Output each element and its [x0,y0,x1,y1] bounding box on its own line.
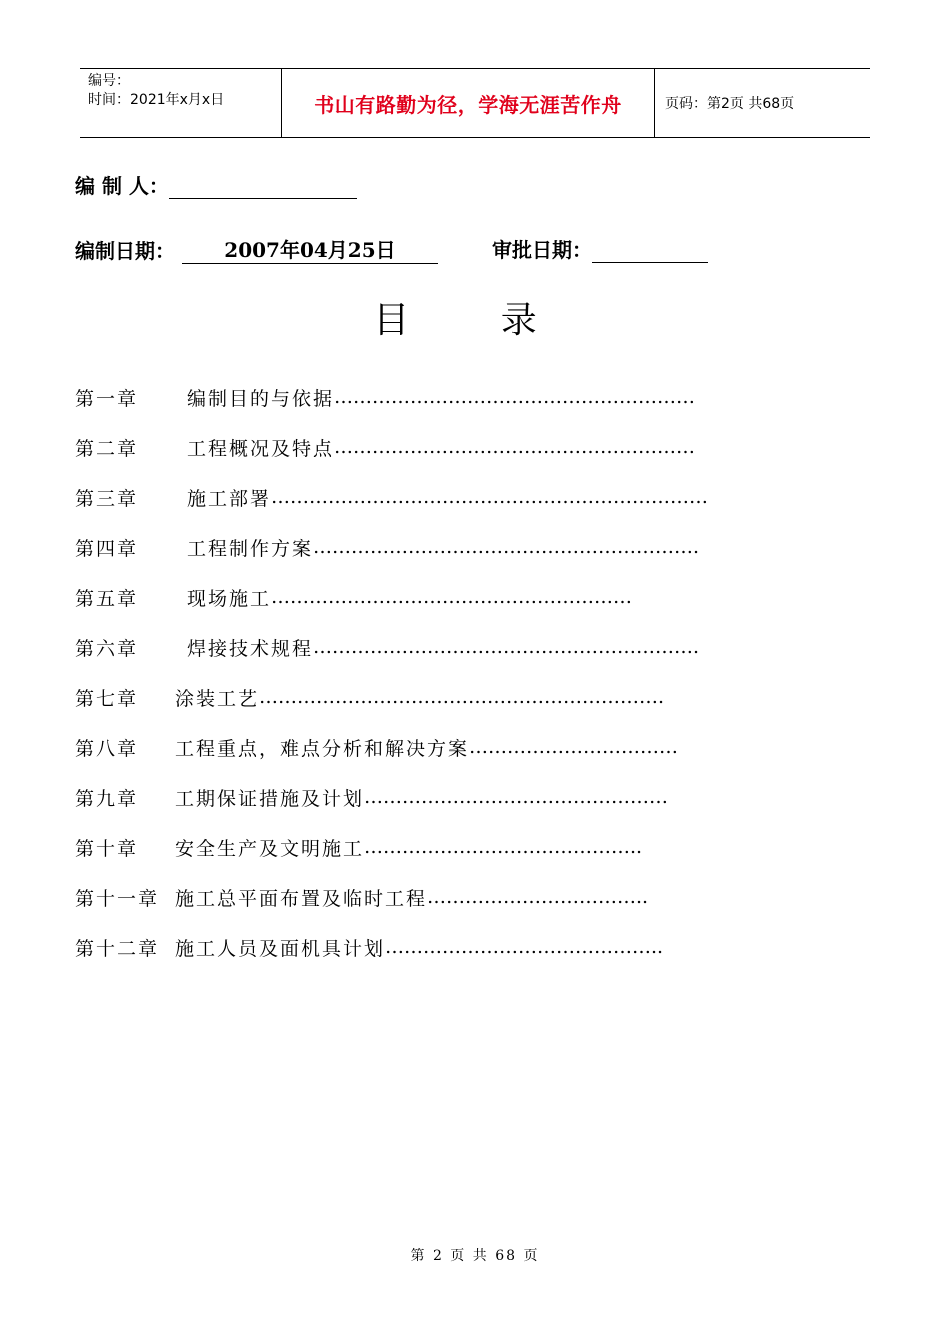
toc-item [75,622,775,672]
toc-item [75,922,775,972]
toc-title-text: 工期保证措施及计划 [175,787,365,810]
toc-title-text: 施工部署 [187,487,272,510]
toc-leader-dots: ………………………………………………… [334,386,696,408]
toc-chapter: 第十章 [75,837,139,860]
toc-item [75,772,775,822]
toc-item [75,372,775,422]
compile-date-field [75,234,438,264]
toc-leader-dots: ………………………………………………… [334,436,696,458]
toc-leader-dots: ………………………………………………………. [259,686,665,708]
toc-leader-dots: …………………………….. [427,886,649,908]
toc-item [75,422,775,472]
toc-chapter: 第七章 [75,687,139,710]
header-motto-cell [282,69,655,137]
toc-chapter: 第十二章 [75,937,160,960]
compiler-blank [169,176,357,199]
header-page-info: 页码：第2页 共68页 [665,96,795,112]
compiler-field [75,170,357,199]
toc-leader-dots: ………………………………………………… [271,586,633,608]
toc-title-text: 焊接技术规程 [187,637,314,660]
approve-date-field [492,234,708,263]
toc-chapter: 第五章 [75,587,139,610]
toc-leader-dots: …………………………………………………………… [271,486,709,508]
toc-leader-dots: …………………………………….. [385,936,664,958]
toc-chapter: 第六章 [75,637,139,660]
toc-item [75,872,775,922]
toc-item [75,672,775,722]
toc-title-text: 工程重点，难点分析和解决方案 [175,737,470,760]
toc-title-text: 工程概况及特点 [187,437,335,460]
toc-item [75,822,775,872]
toc-leader-dots: ……………………………………………………. [313,636,700,658]
toc-chapter: 第九章 [75,787,139,810]
toc-leader-dots: ……………………………………………………. [313,536,700,558]
time-label: 时间：2021年x月x日 [88,92,225,108]
toc-title-text: 涂装工艺 [175,687,260,710]
toc-title-text: 工程制作方案 [187,537,314,560]
compile-date-label: 编制日期： [75,239,175,263]
toc-item [75,472,775,522]
approve-date-blank [592,240,708,263]
header-meta [80,69,282,137]
toc-leader-dots: ………………………………………… [364,786,669,808]
toc-title-text: 施工总平面布置及临时工程 [175,887,428,910]
toc-chapter: 第十一章 [75,887,160,910]
toc-chapter: 第三章 [75,487,139,510]
toc-title: 目 录 [373,300,577,341]
compile-date-value: 2007年04月25日 [182,234,438,264]
toc-item [75,722,775,772]
toc-chapter: 第四章 [75,537,139,560]
toc-chapter: 第八章 [75,737,139,760]
header-motto: 书山有路勤为径，学海无涯苦作舟 [314,92,622,117]
approve-date-label: 审批日期： [492,238,592,262]
toc-item [75,522,775,572]
toc-title-text: 现场施工 [187,587,272,610]
toc-item [75,572,775,622]
number-label: 编号： [88,73,130,89]
page-header [80,68,870,138]
page-footer: 第 2 页 共 68 页 [410,1248,540,1264]
toc-title-text: 编制目的与依据 [187,387,335,410]
toc-title-text: 安全生产及文明施工 [175,837,365,860]
toc-chapter: 第一章 [75,387,139,410]
compiler-label: 编 制 人： [75,174,169,198]
toc-list [75,372,775,972]
toc-chapter: 第二章 [75,437,139,460]
toc-leader-dots: …………………………… [469,736,679,758]
toc-leader-dots: …………………………………….. [364,836,643,858]
toc-title-text: 施工人员及面机具计划 [175,937,386,960]
